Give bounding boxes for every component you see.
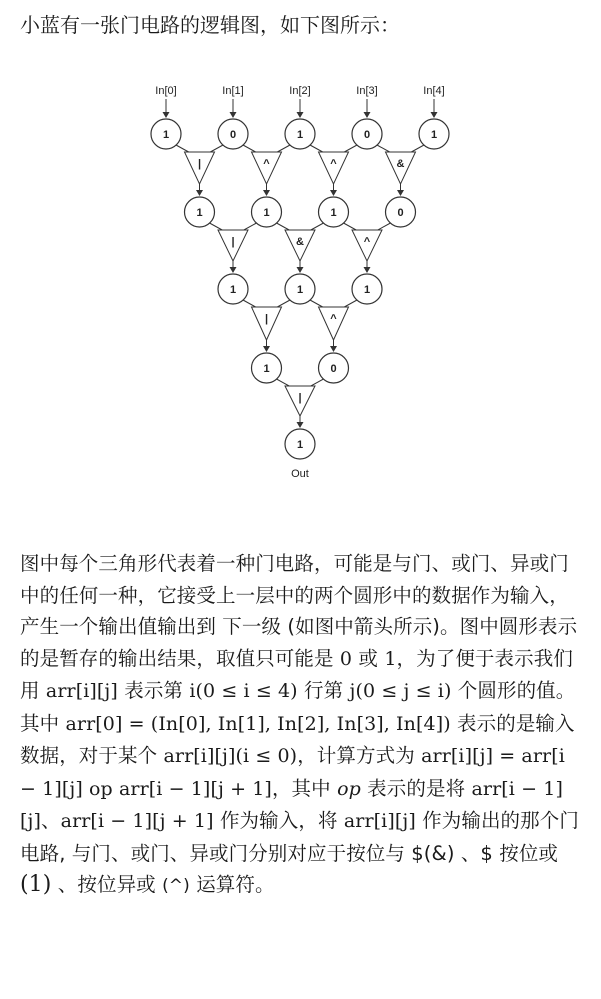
node-value-0-4: 1	[430, 129, 438, 141]
logic-gate-diagram	[0, 70, 601, 510]
node-value-2-2: 1	[363, 284, 371, 296]
desc-p4: 行第	[297, 679, 350, 702]
math-or-symbol: (1)	[20, 872, 52, 897]
intro-text: 小蓝有一张门电路的逻辑图，如下图所示：	[20, 13, 400, 37]
desc-p13: 、按位异或	[51, 873, 163, 896]
gate-symbol-2-1: ^	[330, 313, 337, 325]
input-label-2: In[2]	[289, 85, 311, 97]
gate-symbol-1-0: |	[231, 236, 235, 248]
desc-p14: 运算符。	[189, 873, 275, 896]
math-j-range: j(0 ≤ j ≤ i)	[349, 680, 452, 702]
node-value-1-0: 1	[196, 207, 203, 219]
node-value-1-1: 1	[263, 207, 270, 219]
math-one: 1	[384, 647, 397, 670]
node-value-1-2: 1	[330, 207, 337, 219]
math-zero: 0	[339, 647, 353, 670]
problem-description	[20, 548, 586, 903]
gate-symbol-3-0: |	[298, 392, 302, 404]
desc-p2: ，为了便于表示我们用	[20, 646, 573, 702]
gate-symbol-1-2: ^	[363, 236, 371, 248]
xor-symbol: (^)	[162, 876, 190, 896]
gate-symbol-0-1: ^	[263, 158, 270, 170]
node-value-4-0: 1	[296, 439, 304, 451]
node-value-2-1: 1	[296, 284, 304, 296]
math-arr-a: arr[i − 1][j]	[20, 777, 563, 832]
input-label-1: In[1]	[222, 85, 244, 97]
node-value-0-0: 1	[162, 129, 170, 141]
node-value-3-0: 1	[263, 363, 270, 375]
node-value-0-1: 0	[229, 129, 237, 141]
node-value-0-3: 0	[363, 129, 371, 141]
math-arr-ij-cond: arr[i][j](i ≤ 0)	[163, 745, 298, 767]
desc-p5: 个圆形的值。其中	[20, 679, 576, 735]
desc-p12: 作为输出的那个门电路, 与门、或门、异或门分别对应于按位与 $(&) 、$ 按位或	[20, 809, 579, 865]
input-label-0: In[0]	[155, 85, 177, 97]
node-value-1-3: 0	[397, 207, 404, 219]
node-value-3-1: 0	[330, 363, 337, 375]
gate-symbol-2-0: |	[264, 313, 269, 325]
math-arr-b: arr[i − 1][j + 1]	[60, 810, 214, 832]
math-arr-ij-2: arr[i][j]	[343, 810, 416, 832]
gate-symbol-1-1: &	[296, 236, 304, 248]
desc-p11: 作为输入，将	[213, 809, 344, 832]
math-arr0-eq: arr[0] = (In[0], In[1], In[2], In[3], In[4])	[65, 712, 451, 735]
desc-or-word: 或	[352, 646, 385, 670]
gate-symbol-0-0: |	[197, 158, 202, 170]
desc-p9: 表示的是将	[360, 776, 472, 800]
input-label-4: In[4]	[423, 85, 445, 97]
desc-p7: ，计算方式为	[297, 744, 422, 767]
math-arr-ij: arr[i][j]	[45, 680, 118, 702]
output-label: Out	[291, 468, 309, 480]
node-value-2-0: 1	[229, 284, 237, 296]
desc-p8: ，其中	[271, 776, 338, 800]
desc-p6: 表示的是输入数据，对于某个	[20, 711, 575, 767]
gate-symbol-0-3: &	[396, 158, 405, 170]
math-formula: arr[i][j] = arr[i − 1][j] op arr[i − 1][j + 1]	[20, 745, 565, 800]
desc-p10: 、	[41, 809, 61, 832]
desc-p1: 图中每个三角形代表着一种门电路，可能是与门、或门、异或门中的任何一种，它接受上一层中的两个圆形中的数据作为输入，产生一个输出值输出到 下一级 (如图中箭头所示)。图中圆形表示的是暂存的输出结果，取值只可能是	[20, 552, 578, 670]
gate-symbol-0-2: ^	[330, 158, 337, 170]
input-label-3: In[3]	[356, 85, 378, 97]
math-op: op	[337, 777, 361, 800]
node-value-0-2: 1	[296, 129, 304, 141]
desc-p3: 表示第	[117, 679, 190, 702]
math-i-range: i(0 ≤ i ≤ 4)	[189, 680, 298, 702]
